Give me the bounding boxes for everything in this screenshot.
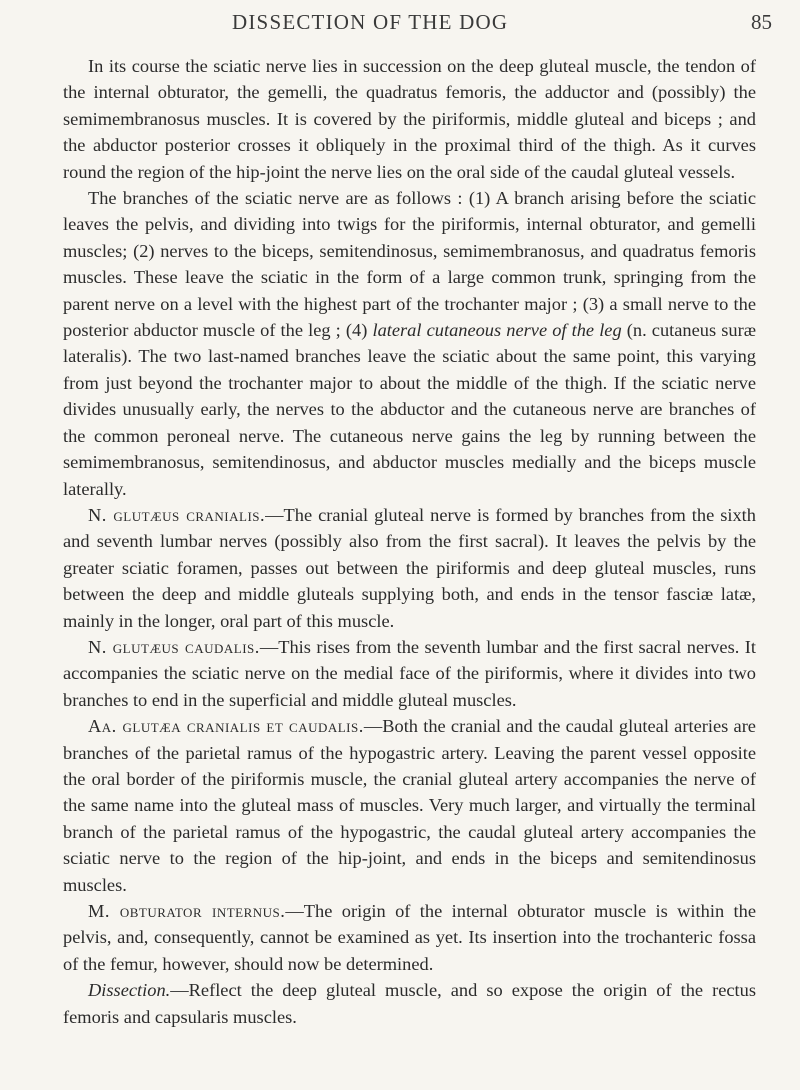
section-heading: N. glutæus caudalis. — [88, 636, 260, 657]
paragraph-text: —The origin of the internal obturator muscle is within the pelvis, and, consequently, cannot be examined as yet. Its insertion into the trochanteric fossa of the femur, however, should now be determined. — [63, 901, 757, 974]
paragraph-text: (n. cutaneus suræ lateralis). The two last-named branches leave the sciatic about the same point, this varying from just beyond the trochanter major to about the middle of the thigh. If the sciatic nerve divides unusually early, the nerves to the abductor and the cutaneous nerve are branches of the common peroneal nerve. The cutaneous nerve gains the leg by running between the semimembranosus, semitendinosus, and abductor muscles medially and the biceps muscle laterally. — [63, 320, 756, 499]
paragraph-sciatic-course — [63, 53, 756, 185]
paragraph-gluteal-arteries — [63, 713, 756, 898]
running-title: DISSECTION OF THE DOG — [232, 10, 509, 34]
section-heading: Aa. glutæa cranialis et caudalis. — [88, 716, 364, 737]
paragraph-text: The branches of the sciatic nerve are as follows : (1) A branch arising before the sciatic leaves the pelvis, and dividing into twigs for the piriformis, internal obturator, and gemelli muscles; (2) nerves to the biceps, semitendinosus, semimembranosus, and quadratus femoris muscles. These leave the sciatic in the form of a large common trunk, springing from the parent nerve on a level with the highest part of the trochanter major ; (3) a small nerve to the posterior abductor muscle of the leg ; (4) — [63, 188, 756, 341]
paragraph-text: In its course the sciatic nerve lies in succession on the deep gluteal muscle, the tendon of the internal obturator, the gemelli, the quadratus femoris, the adductor and (possibly) the semimembranosus muscles. It is covered by the piriformis, middle gluteal and biceps ; and the abductor posterior crosses it obliquely in the proximal third of the thigh. As it curves round the region of the hip-joint the nerve lies on the oral side of the caudal gluteal vessels. — [63, 56, 756, 182]
section-heading: Dissection. — [88, 980, 171, 1001]
italic-term: lateral cutaneous nerve of the leg — [372, 320, 622, 341]
paragraph-text: —Both the cranial and the caudal gluteal arteries are branches of the parietal ramus of the hypogastric artery. Leaving the parent vessel opposite the oral border of the piriformis muscle, the cranial gluteal artery accompanies the nerve of the same name into the gluteal mass of muscles. Very much larger, and virtually the terminal branch of the parietal ramus of the hypogastric, the caudal gluteal artery accompanies the sciatic nerve to the region of the hip-joint, and ends in the biceps and semitendinosus muscles. — [63, 716, 756, 895]
body-text — [63, 53, 756, 1030]
paragraph-dissection — [63, 977, 756, 1030]
paragraph-text: —The cranial gluteal nerve is formed by branches from the sixth and seventh lumbar nerves (possibly also from the first sacral). It leaves the pelvis by the greater sciatic foramen, passes out between the piriformis and deep gluteal muscles, runs between the deep and middle gluteals supplying both, and ends in the tensor fasciæ latæ, mainly in the longer, oral part of this muscle. — [63, 504, 756, 631]
paragraph-obturator-internus — [63, 898, 756, 977]
paragraph-text: —Reflect the deep gluteal muscle, and so expose the origin of the rectus femoris and capsularis muscles. — [63, 980, 756, 1027]
paragraph-sciatic-branches — [63, 185, 756, 502]
page-number: 85 — [751, 10, 772, 34]
section-heading: M. obturator internus. — [88, 901, 286, 921]
page-header — [232, 10, 800, 44]
section-heading: N. glutæus cranialis. — [88, 504, 266, 525]
paragraph-caudal-gluteal-nerve — [63, 634, 756, 713]
paragraph-cranial-gluteal-nerve — [63, 502, 756, 634]
paragraph-text: —This rises from the seventh lumbar and the first sacral nerves. It accompanies the sciatic nerve on the medial face of the piriformis, where it divides into two branches to end in the superficial and middle gluteal muscles. — [63, 636, 756, 710]
